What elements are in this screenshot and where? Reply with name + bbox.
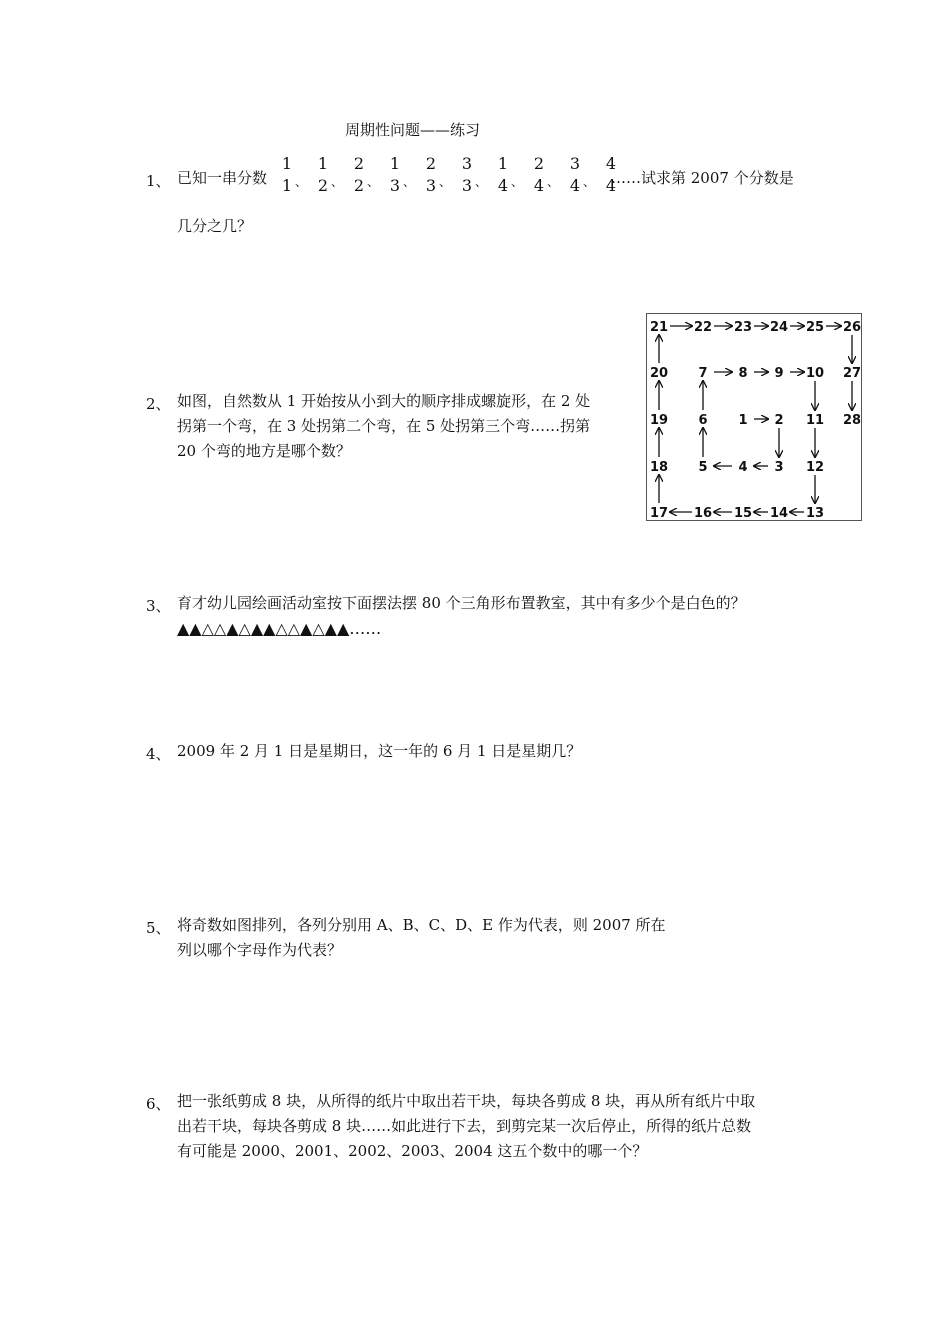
- question-4-number: 4、: [146, 745, 171, 763]
- spiral-number: 22: [693, 320, 713, 335]
- fraction-denominator: 3: [461, 176, 473, 195]
- fraction: [495, 153, 511, 197]
- spiral-number: 26: [842, 320, 861, 335]
- fraction-numerator: 3: [461, 154, 473, 173]
- question-5-line-2: 列以哪个字母作为代表？: [177, 941, 343, 959]
- fraction-separator: 、: [583, 174, 596, 189]
- spiral-number: 8: [738, 366, 748, 381]
- fraction: [531, 153, 547, 197]
- question-6-line-1: 把一张纸剪成 8 块，从所得的纸片中取出若干块，每块各剪成 8 块，再从所有纸片中取: [177, 1092, 756, 1110]
- spiral-number: 11: [805, 413, 825, 428]
- question-1-prefix: 已知一串分数: [177, 169, 268, 187]
- fraction-separator: 、: [475, 174, 488, 189]
- question-6-line-3: 有可能是 2000、2001、2002、2003、2004 这五个数中的哪一个？: [177, 1142, 648, 1160]
- fraction-numerator: 1: [317, 154, 329, 173]
- fraction-numerator: 2: [353, 154, 365, 173]
- question-6-line-2: 出若干块，每块各剪成 8 块……如此进行下去，到剪完某一次后停止，所得的纸片总数: [177, 1117, 752, 1135]
- fraction-numerator: 1: [497, 154, 509, 173]
- fraction-numerator: 2: [425, 154, 437, 173]
- spiral-number: 15: [733, 506, 753, 520]
- fraction: [279, 153, 295, 197]
- question-5-number: 5、: [146, 919, 171, 937]
- question-6-number: 6、: [146, 1095, 171, 1113]
- fraction-denominator: 1: [281, 176, 293, 195]
- spiral-number: 6: [698, 413, 708, 428]
- spiral-number: 20: [649, 366, 669, 381]
- fraction: [567, 153, 583, 197]
- fraction-denominator: 4: [497, 176, 509, 195]
- spiral-svg: [647, 314, 861, 520]
- fraction: [387, 153, 403, 197]
- fraction-sequence: [279, 153, 619, 197]
- spiral-number: 14: [769, 506, 789, 520]
- question-2-line-2: 拐第一个弯，在 3 处拐第二个弯，在 5 处拐第三个弯……拐第: [177, 417, 591, 435]
- page-title: 周期性问题——练习: [345, 121, 481, 139]
- fraction-denominator: 4: [569, 176, 581, 195]
- question-1-number: 1、: [146, 172, 171, 190]
- fraction-separator: 、: [511, 174, 524, 189]
- question-2-number: 2、: [146, 395, 171, 413]
- spiral-number-figure: [646, 313, 862, 521]
- spiral-number: 1: [738, 413, 748, 428]
- spiral-number: 3: [774, 460, 784, 475]
- fraction-numerator: 1: [389, 154, 401, 173]
- spiral-number: 25: [805, 320, 825, 335]
- spiral-number: 24: [769, 320, 789, 335]
- fraction-separator: 、: [331, 174, 344, 189]
- fraction: [459, 153, 475, 197]
- fraction-numerator: 4: [605, 154, 617, 173]
- triangle-pattern: ▲▲△△▲△▲▲△△▲△▲▲……: [177, 619, 382, 638]
- fraction-denominator: 4: [533, 176, 545, 195]
- fraction: [351, 153, 367, 197]
- fraction: [315, 153, 331, 197]
- fraction-separator: 、: [367, 174, 380, 189]
- spiral-number: 2: [774, 413, 784, 428]
- spiral-number: 16: [693, 506, 713, 520]
- spiral-number: 10: [805, 366, 825, 381]
- question-1-line-2: 几分之几？: [177, 217, 253, 235]
- fraction-denominator: 2: [317, 176, 329, 195]
- fraction-separator: 、: [295, 174, 308, 189]
- spiral-number: 19: [649, 413, 669, 428]
- spiral-number: 4: [738, 460, 748, 475]
- fraction-denominator: 4: [605, 176, 617, 195]
- spiral-number: 28: [842, 413, 861, 428]
- question-4-line-1: 2009 年 2 月 1 日是星期日，这一年的 6 月 1 日是星期几？: [177, 742, 582, 760]
- fraction-denominator: 2: [353, 176, 365, 195]
- spiral-number: 21: [649, 320, 669, 335]
- spiral-number: 13: [805, 506, 825, 520]
- spiral-number: 27: [842, 366, 861, 381]
- question-3-number: 3、: [146, 597, 171, 615]
- question-1-suffix: ……试求第 2007 个分数是: [611, 169, 794, 187]
- spiral-number: 12: [805, 460, 825, 475]
- fraction-separator: 、: [439, 174, 452, 189]
- fraction: [423, 153, 439, 197]
- question-3-line-1: 育才幼儿园绘画活动室按下面摆法摆 80 个三角形布置教室，其中有多少个是白色的？: [177, 594, 746, 612]
- spiral-number: 9: [774, 366, 784, 381]
- fraction-separator: 、: [403, 174, 416, 189]
- question-2-line-3: 20 个弯的地方是哪个数？: [177, 442, 351, 460]
- spiral-number: 23: [733, 320, 753, 335]
- spiral-number: 17: [649, 506, 669, 520]
- fraction-numerator: 2: [533, 154, 545, 173]
- spiral-number: 18: [649, 460, 669, 475]
- question-5-line-1: 将奇数如图排列，各列分别用 A、B、C、D、E 作为代表，则 2007 所在: [177, 916, 666, 934]
- fraction-numerator: 1: [281, 154, 293, 173]
- fraction-numerator: 3: [569, 154, 581, 173]
- spiral-number: 7: [698, 366, 708, 381]
- fraction-denominator: 3: [389, 176, 401, 195]
- fraction-separator: 、: [547, 174, 560, 189]
- spiral-number: 5: [698, 460, 708, 475]
- question-2-line-1: 如图，自然数从 1 开始按从小到大的顺序排成螺旋形，在 2 处: [177, 392, 591, 410]
- fraction-denominator: 3: [425, 176, 437, 195]
